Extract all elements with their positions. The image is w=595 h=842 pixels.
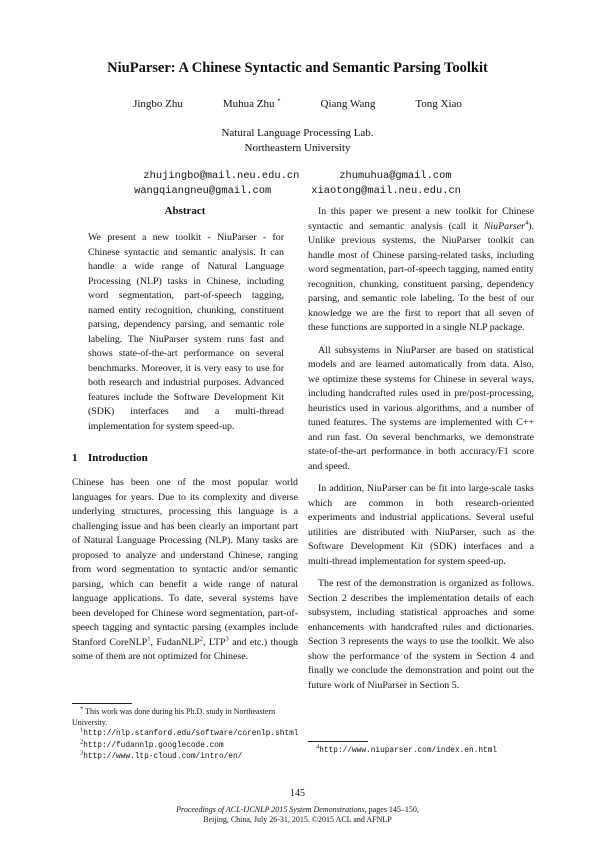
author-footnote-mark: * [277, 97, 281, 105]
footnote-ref: 4 [524, 219, 529, 227]
author: Tong Xiao [415, 98, 462, 110]
proceedings-location: Beijing, China, July 26-31, 2015. ©2015 ACL and AFNLP [203, 815, 392, 824]
email-block [0, 169, 595, 199]
body-paragraph: In addition, NiuParser can be fit into large-scale tasks which are common in both research-oriented experiments and industrial applications. Several useful utilities are distributed with NiuParser, such as the Software Development Kit (SDK) interfaces and a multi-thread implementation for system speed-up. [308, 483, 534, 567]
section-title: Introduction [88, 452, 148, 464]
abstract-heading: Abstract [164, 205, 206, 217]
author: Qiang Wang [320, 98, 376, 110]
footnotes-left [72, 697, 298, 763]
footnote-ref: 2 [199, 635, 204, 643]
proceedings-info [0, 805, 595, 825]
footnote: * This work was done during his Ph.D. study in Northeastern University. [72, 705, 276, 727]
section-number: 1 [72, 452, 78, 464]
body-paragraph: In this paper we present a new toolkit for Chinese syntactic and semantic analysis (call it NiuParser$^4$). Unlike previous systems, the NiuParser toolkit can handle most of Chinese parsing-related tasks, including word segmentation, part-of-speech tagging, named entity recognition, chunking, constituent parsing, dependency parsing, and semantic role labeling. To the best of our knowledge we are the first to report that all seven of these functions are supported in a single NLP package. [308, 206, 534, 333]
right-column [308, 205, 534, 701]
author: Muhua Zhu * [222, 97, 281, 110]
email-address: zhumuhua@gmail.com [339, 170, 452, 182]
footnote-rule [308, 741, 368, 742]
toolkit-name: NiuParser [483, 220, 525, 232]
abstract-body: We present a new toolkit - NiuParser - for Chinese syntactic and semantic analysis. It can handle a wide range of Natural Language Processing (NLP) tasks in Chinese, including word segmentation, part-of-speech tagging, named entity recognition, chunking, constituent parsing, dependency parsing, and semantic role labeling. The NiuParser system runs fast and shows state-of-the-art performance on several benchmarks. Moreover, it is very easy to use for both research and industrial purposes. Advanced features include the Software Development Kit (SDK) interfaces and a multi-thread implementation for system speed-up. [88, 232, 284, 432]
footnote-url[interactable]: http://fudannlp.googlecode.com [83, 741, 224, 750]
section-heading [72, 452, 298, 464]
footnote-ref: 3 [225, 635, 229, 643]
intro-paragraph: Chinese has been one of the most popular world languages for years. Due to its complexity and diverse underlying structures, processing this language is a challenging issue and has been clearly an important part of Natural Language Processing (NLP). Many tasks are proposed to analyze and understand Chinese, ranging from word segmentation to syntactic and/or semantic parsing, which can benefit a wide range of natural language applications. To date, several systems have been developed for Chinese word segmentation, part-of-speech tagging and syntactic parsing (examples include Stanford CoreNLP$^1$, FudanNLP$^2$, LTP$^3$ and etc.) though some of them are not optimized for Chinese. [72, 477, 298, 662]
footnotes-right [308, 735, 534, 757]
email-address: wangqiangneu@gmail.com [134, 185, 272, 197]
left-column [72, 205, 298, 673]
email-address: xiaotong@mail.neu.edu.cn [311, 185, 461, 197]
email-address: zhujingbo@mail.neu.edu.cn [143, 170, 300, 182]
footnote: $^4$http://www.niuparser.com/index.en.html [316, 743, 498, 755]
affiliation-university: Northeastern University [244, 142, 351, 154]
footnote-url[interactable]: http://www.niuparser.com/index.en.html [319, 747, 498, 755]
paper-title: NiuParser: A Chinese Syntactic and Semantic Parsing Toolkit [107, 60, 488, 76]
affiliation [0, 126, 595, 156]
author: Jingbo Zhu [133, 98, 183, 110]
author-list [0, 98, 595, 110]
page-number: 145 [290, 788, 305, 799]
footnote: $^1$http://nlp.stanford.edu/software/corenlp.shtml [80, 726, 299, 738]
proceedings-venue: Proceedings of ACL-IJCNLP 2015 System Demonstrations [176, 805, 365, 814]
body-paragraph: The rest of the demonstration is organized as follows. Section 2 describes the implementation details of each subsystem, including statistical approaches and some enhancements with handcrafted rules and dictionaries. Section 3 represents the ways to use the toolkit. We also show the performance of the system in Section 4 and finally we conclude the demonstration and point out the future work of NiuParser in Section 5. [308, 578, 534, 691]
affiliation-lab: Natural Language Processing Lab. [221, 127, 374, 139]
proceedings-pages: , pages 145–150, [364, 805, 419, 814]
footnote: $^3$http://www.ltp-cloud.com/intro/en/ [80, 749, 243, 761]
footnote-url[interactable]: http://nlp.stanford.edu/software/corenlp.shtml [83, 730, 299, 738]
footnote: $^2$http://fudannlp.googlecode.com [80, 737, 224, 750]
footnote-ref: 1 [147, 635, 151, 643]
body-paragraph: All subsystems in NiuParser are based on statistical models and are learned automatically from data. Also, we optimize these systems for Chinese in several ways, including handcrafted rules used in pre/post-processing, heuristics used in various algorithms, and a number of tuned features. The systems are implemented with C++ and run fast. On several benchmarks, we demonstrate state-of-the-art performance in both accuracy/F1 score and speed. [308, 344, 534, 472]
footnote-rule [72, 703, 132, 704]
footnote-url[interactable]: http://www.ltp-cloud.com/intro/en/ [83, 753, 243, 761]
